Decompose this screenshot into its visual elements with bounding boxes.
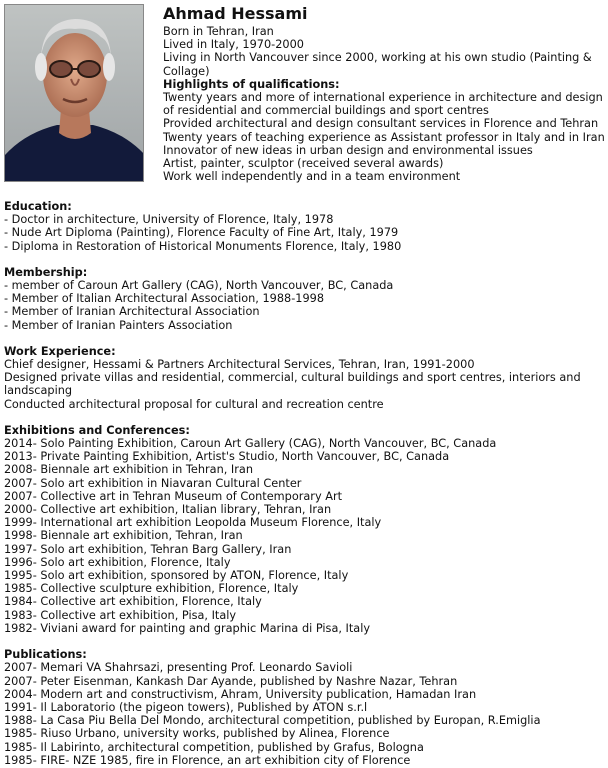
membership-item: - Member of Iranian Architectural Association [4, 305, 260, 319]
resume-header [4, 4, 606, 186]
exhibitions-section [4, 424, 606, 635]
education-list [4, 213, 606, 253]
education-heading: Education: [4, 200, 72, 213]
membership-item: - member of Caroun Art Gallery (CAG), North Vancouver, BC, Canada [4, 279, 394, 293]
publication-item: 1985- FIRE- NZE 1985, fire in Florence, an art exhibition city of Florence [4, 753, 411, 767]
qualification-item: Twenty years and more of international experience in architecture and design of residential and commercial buildings and sport centres [163, 91, 603, 118]
education-section [4, 200, 606, 253]
detail-line: Living in North Vancouver since 2000, working at his own studio (Painting & Collage) [163, 51, 592, 78]
exhibitions-list [4, 437, 606, 635]
membership-item: - Member of Italian Architectural Association, 1988-1998 [4, 292, 325, 306]
education-item: - Nude Art Diploma (Painting), Florence Faculty of Fine Art, Italy, 1979 [4, 226, 399, 240]
portrait-image [5, 5, 144, 182]
exhibition-item: 1997- Solo art exhibition, Tehran Barg Gallery, Iran [4, 542, 292, 556]
qualifications-heading: Highlights of qualifications: [163, 77, 340, 91]
detail-line: Born in Tehran, Iran [163, 25, 274, 38]
portrait-photo [4, 4, 144, 182]
publications-section [4, 648, 606, 767]
publications-heading: Publications: [4, 648, 87, 662]
detail-line: Lived in Italy, 1970-2000 [163, 38, 304, 52]
publication-item: 1988- La Casa Piu Bella Del Mondo, architectural competition, published by Europan, R.Emiglia [4, 714, 541, 728]
exhibition-item: 2000- Collective art exhibition, Italian library, Tehran, Iran [4, 503, 332, 517]
education-item: - Doctor in architecture, University of Florence, Italy, 1978 [4, 213, 334, 227]
publication-item: 2007- Peter Eisenman, Kankash Dar Ayande, published by Nashre Nazar, Tehran [4, 674, 458, 688]
education-item: - Diploma in Restoration of Historical Monuments Florence, Italy, 1980 [4, 239, 402, 253]
exhibition-item: 1984- Collective art exhibition, Florence, Italy [4, 595, 262, 609]
qualification-item: Provided architectural and design consultant services in Florence and Tehran [163, 117, 599, 131]
exhibition-item: 1982- Viviani award for painting and graphic Marina di Pisa, Italy [4, 621, 371, 635]
membership-heading: Membership: [4, 265, 88, 279]
exhibition-item: 2008- Biennale art exhibition in Tehran, Iran [4, 463, 253, 477]
exhibition-item: 2014- Solo Painting Exhibition, Caroun Art Gallery (CAG), North Vancouver, BC, Canada [4, 437, 497, 451]
membership-list [4, 279, 606, 332]
exhibition-item: 2007- Collective art in Tehran Museum of Contemporary Art [4, 489, 343, 503]
work-list [4, 358, 606, 411]
publication-item: 1985- Il Labirinto, architectural competition, published by Grafus, Bologna [4, 740, 424, 754]
publications-list [4, 661, 606, 767]
exhibition-item: 2007- Solo art exhibition in Niavaran Cultural Center [4, 476, 302, 490]
membership-section [4, 266, 606, 332]
exhibition-item: 1996- Solo art exhibition, Florence, Italy [4, 555, 231, 569]
exhibition-item: 1995- Solo art exhibition, sponsored by ATON, Florence, Italy [4, 569, 349, 583]
work-item: Designed private villas and residential, commercial, cultural buildings and sport centres, interiors and landscaping [4, 371, 581, 398]
work-item: Conducted architectural proposal for cultural and recreation centre [4, 397, 384, 411]
exhibitions-heading: Exhibitions and Conferences: [4, 423, 190, 437]
exhibition-item: 1983- Collective art exhibition, Pisa, Italy [4, 608, 237, 622]
exhibition-item: 1998- Biennale art exhibition, Tehran, Iran [4, 529, 243, 543]
publication-item: 1991- Il Laboratorio (the pigeon towers), Published by ATON s.r.l [4, 700, 368, 714]
work-item: Chief designer, Hessami & Partners Architectural Services, Tehran, Iran, 1991-2000 [4, 358, 475, 372]
person-name: Ahmad Hessami [163, 4, 308, 23]
intro-block [163, 4, 608, 183]
qualification-item: Work well independently and in a team environment [163, 170, 461, 184]
membership-item: - Member of Iranian Painters Association [4, 318, 233, 332]
work-heading: Work Experience: [4, 344, 116, 358]
publication-item: 2007- Memari VA Shahrsazi, presenting Prof. Leonardo Savioli [4, 661, 353, 675]
publication-item: 1985- Riuso Urbano, university works, published by Alinea, Florence [4, 727, 390, 741]
qualification-item: Artist, painter, sculptor (received several awards) [163, 157, 444, 171]
exhibition-item: 1985- Collective sculpture exhibition, Florence, Italy [4, 582, 299, 596]
exhibition-item: 2013- Private Painting Exhibition, Artist's Studio, North Vancouver, BC, Canada [4, 450, 450, 464]
publication-item: 2004- Modern art and constructivism, Ahram, University publication, Hamadan Iran [4, 687, 477, 701]
work-section [4, 345, 606, 411]
exhibition-item: 1999- International art exhibition Leopolda Museum Florence, Italy [4, 516, 382, 530]
resume-page [4, 4, 606, 767]
qualification-item: Innovator of new ideas in urban design and environmental issues [163, 143, 533, 157]
qualification-item: Twenty years of teaching experience as Assistant professor in Italy and in Iran [163, 130, 605, 144]
